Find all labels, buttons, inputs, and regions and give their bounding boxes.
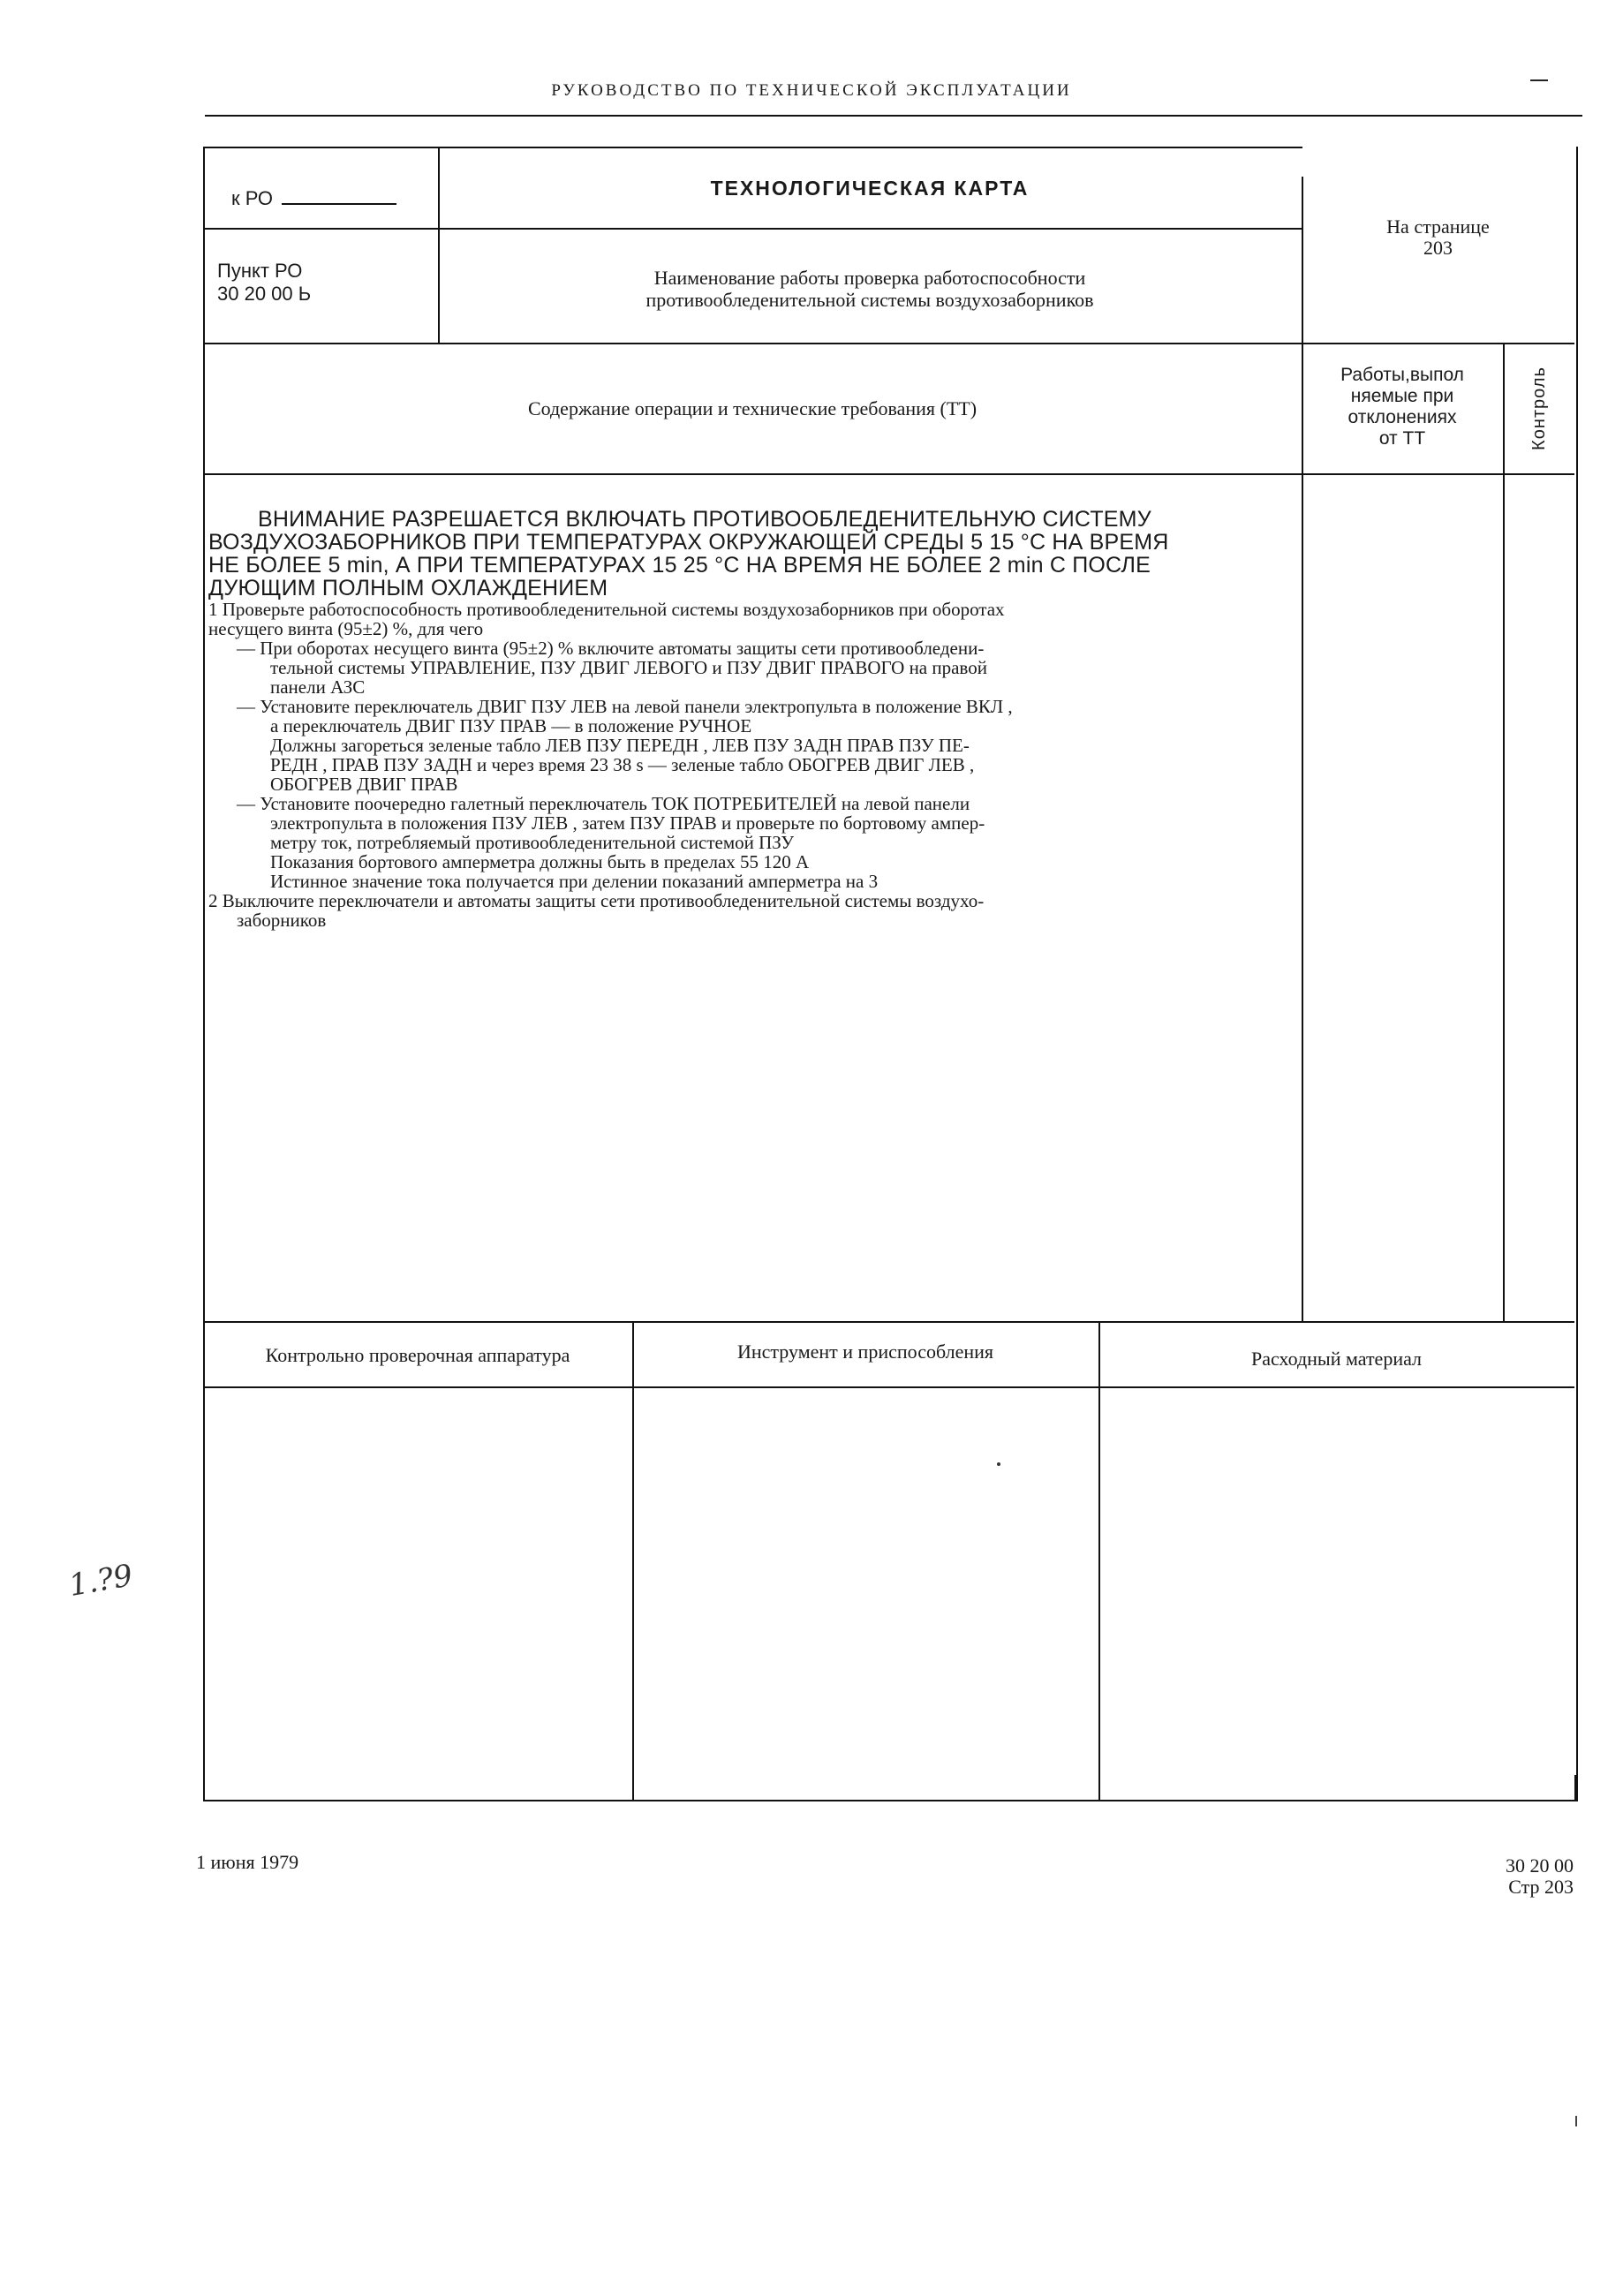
column-header-bottom-rule (203, 473, 1574, 475)
k-ro-text: к РО (231, 187, 274, 209)
card-title: ТЕХНОЛОГИЧЕСКАЯ КАРТА (710, 177, 1030, 200)
step-2-line-1: 2 Выключите переключатели и автоматы защиты сети противообледенительной системы воздухо- (208, 890, 985, 911)
bullet-3-line-3: метру ток, потребляемый противообледенительной системой ПЗУ (270, 832, 795, 853)
running-header: РУКОВОДСТВО ПО ТЕХНИЧЕСКОЙ ЭКСПЛУАТАЦИИ (551, 81, 1072, 100)
footer-date: 1 июня 1979 (196, 1851, 299, 1873)
stray-dot (997, 1462, 1000, 1466)
step-1-line-2: несущего винта (95±2) %, для чего (208, 618, 484, 639)
card-top-line (203, 147, 1302, 148)
step-1-line-1: 1 Проверьте работоспособность противообледенительной системы воздухозаборников при оборотах (208, 599, 1005, 620)
bullet-2-line-2: а переключатель ДВИГ ПЗУ ПРАВ — в положение РУЧНОЕ (270, 715, 752, 736)
punkt-label: Пункт РО (217, 260, 303, 282)
equipment-col-1-header: Контрольно проверочная аппаратура (265, 1344, 570, 1366)
punkt-number: 30 20 00 Ь (217, 283, 312, 305)
page-ref-label: На странице (1386, 215, 1490, 238)
content-column-header: Содержание операции и технические требования (ТТ) (527, 397, 978, 419)
footer-code: 30 20 00 (1506, 1854, 1574, 1877)
warning-line-1: ВНИМАНИЕ РАЗРЕШАЕТСЯ ВКЛЮЧАТЬ ПРОТИВООБЛЕДЕНИТЕЛЬНУЮ СИСТЕМУ (258, 507, 1151, 532)
bullet-1-line-2: тельной системы УПРАВЛЕНИЕ, ПЗУ ДВИГ ЛЕВОГО и ПЗУ ДВИГ ПРАВОГО на правой (270, 657, 987, 678)
bullet-3-line-1: — Установите поочередно галетный переключатель ТОК ПОТРЕБИТЕЛЕЙ на левой панели (237, 793, 970, 814)
control-col-divider (1503, 343, 1505, 1321)
deviation-header-line2: няемые при (1350, 386, 1454, 406)
bullet-3-line-4: Показания бортового амперметра должны быть в пределах 55 120 А (270, 851, 810, 872)
page-ref-number: 203 (1423, 237, 1453, 259)
operation-content (208, 508, 1293, 930)
k-ro-blank (282, 203, 396, 205)
title-row-rule (438, 228, 1302, 230)
bullet-2-line-4: РЕДН , ПРАВ ПЗУ ЗАДН и через время 23 38 s — зеленые табло ОБОГРЕВ ДВИГ ЛЕВ , (270, 754, 975, 775)
bullet-3-line-2: электропульта в положения ПЗУ ЛЕВ , затем ПЗУ ПРАВ и проверьте по бортовому ампер- (270, 812, 985, 834)
work-name-line1: Наименование работы проверка работоспособности (653, 267, 1086, 289)
deviation-col-divider (1302, 473, 1303, 1321)
step-2-line-2: заборников (237, 910, 327, 931)
warning-line-4: ДУЮЩИМ ПОЛНЫМ ОХЛАЖДЕНИЕМ (208, 576, 608, 600)
work-name-line2: противообледенительной системы воздухозаборников (645, 289, 1094, 311)
footer-page: Стр 203 (1508, 1876, 1574, 1898)
equipment-header-rule (203, 1386, 1574, 1388)
warning-line-3: НЕ БОЛЕЕ 5 min, А ПРИ ТЕМПЕРАТУРАХ 15 25 °С НА ВРЕМЯ НЕ БОЛЕЕ 2 min С ПОСЛЕ (208, 553, 1151, 578)
header-rule (205, 115, 1582, 117)
equipment-col-3-header: Расходный материал (1250, 1348, 1423, 1370)
bullet-1-line-1: — При оборотах несущего винта (95±2) % включите автоматы защиты сети противообледени- (237, 638, 985, 659)
deviation-column-header (1302, 365, 1503, 449)
kro-row-rule (203, 228, 438, 230)
equipment-divider-1 (632, 1321, 634, 1800)
margin-handwriting: 1.?9 (66, 1558, 136, 1604)
deviation-header-line4: от ТТ (1378, 428, 1426, 449)
bullet-2-line-5: ОБОГРЕВ ДВИГ ПРАВ (270, 774, 458, 795)
equipment-top-rule (203, 1321, 1574, 1323)
k-ro-label (231, 187, 396, 210)
bullet-1-line-3: панели АЗС (270, 676, 366, 698)
deviation-header-line1: Работы,выпол (1340, 365, 1464, 385)
header-bottom-rule (203, 343, 1574, 344)
control-header-text: Контроль (1529, 366, 1549, 450)
bullet-3-line-5: Истинное значение тока получается при делении показаний амперметра на 3 (270, 871, 879, 892)
equipment-divider-2 (1098, 1321, 1100, 1800)
bullet-2-line-3: Должны загореться зеленые табло ЛЕВ ПЗУ ПЕРЕДН , ЛЕВ ПЗУ ЗАДН ПРАВ ПЗУ ПЕ- (270, 735, 970, 756)
equipment-col-2-header: Инструмент и приспособления (736, 1341, 994, 1363)
card-bottom-right-stub (1574, 1775, 1576, 1801)
header-mark (1530, 79, 1548, 81)
control-column-header (1505, 343, 1574, 473)
warning-line-2: ВОЗДУХОЗАБОРНИКОВ ПРИ ТЕМПЕРАТУРАХ ОКРУЖАЮЩЕЙ СРЕДЫ 5 15 °С НА ВРЕМЯ (208, 530, 1169, 555)
bullet-2-line-1: — Установите переключатель ДВИГ ПЗУ ЛЕВ на левой панели электропульта в положение ВКЛ , (237, 696, 1013, 717)
stray-tick (1575, 2116, 1577, 2126)
deviation-header-line3: отклонениях (1347, 407, 1457, 427)
